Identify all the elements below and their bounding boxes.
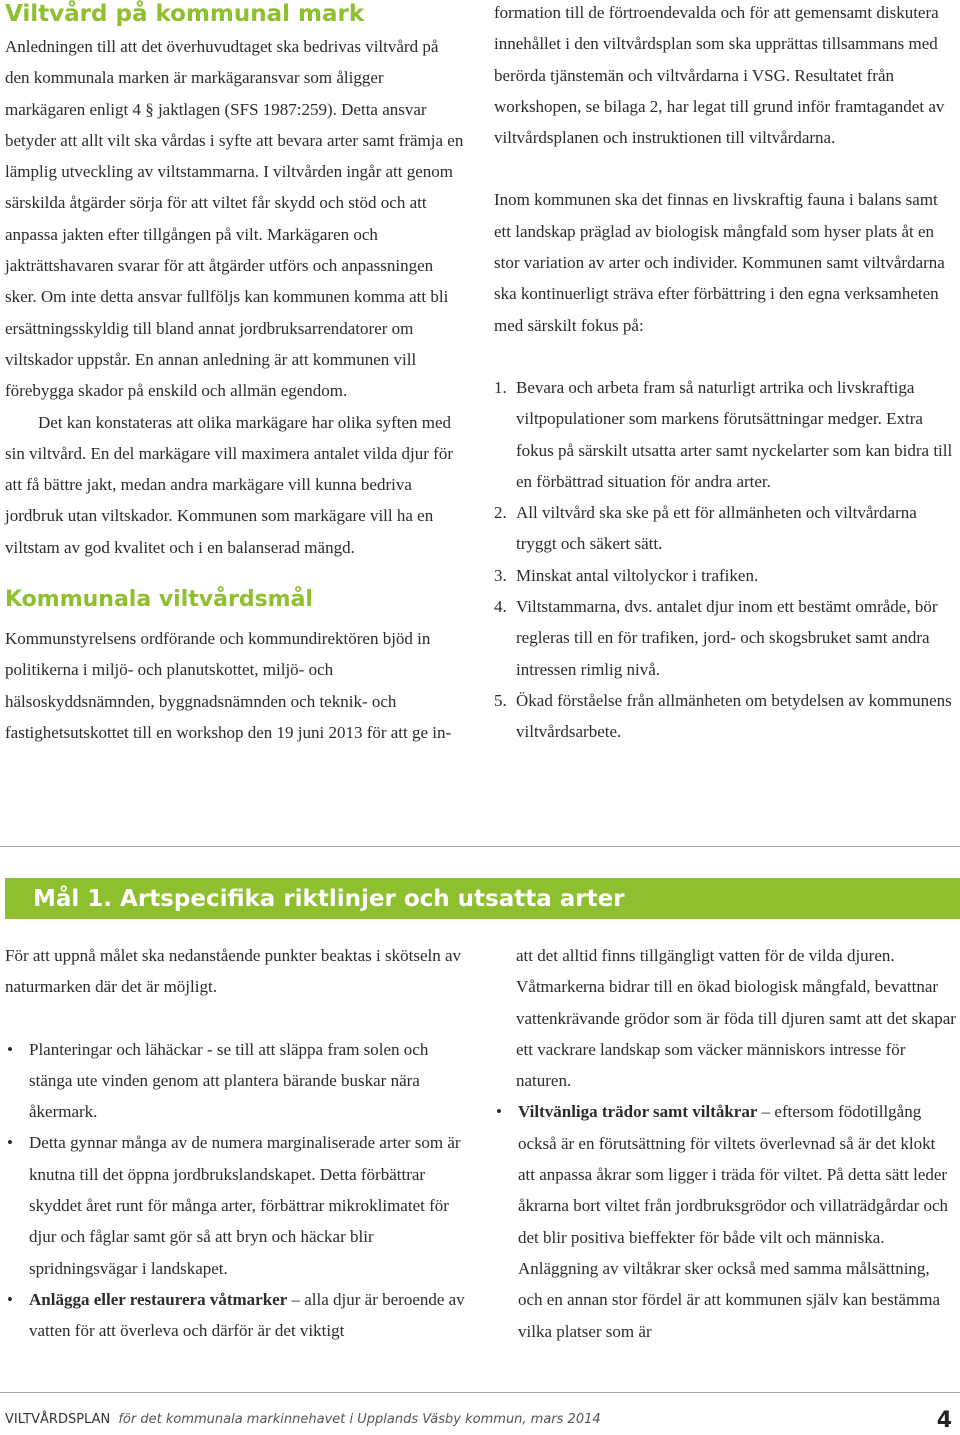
goal-text: Bevara och arbeta fram så naturligt artrika och livskraftiga viltpopulationer som markens förutsättningar medger. Extra fokus på särskilt utsatta arter samt nyckelarter som kan bidra till en förbättrad situation för andra arter. bbox=[516, 377, 953, 491]
paragraph: För att uppnå målet ska nedanstående punkter beaktas i skötseln av naturmarken där det är möjligt. bbox=[5, 946, 462, 997]
bullet-text: Detta gynnar många av de numera marginaliserade arter som är knutna till det öppna jordbrukslandskapet. Detta förbättrar skyddet året runt för många arter, förbättrar mikroklimatet för djur och fåglar samt gör så att bryn och häckar blir spridningsvägar i landskapet. bbox=[29, 1133, 461, 1278]
section-heading-viltvardsmal: Kommunala viltvårdsmål bbox=[5, 587, 313, 613]
bullet-text: – alla djur är beroende av vatten för att överleva och därför är det viktigt bbox=[29, 1289, 465, 1341]
goal-item bbox=[494, 497, 956, 560]
bullet-icon: • bbox=[496, 1102, 502, 1122]
footer-title: VILTVÅRDSPLAN bbox=[5, 1412, 111, 1427]
page-number: 4 bbox=[936, 1408, 952, 1433]
goal-item bbox=[494, 372, 956, 497]
bullet-bold-text: Viltvänliga trädor samt viltåkrar bbox=[518, 1102, 758, 1122]
bullet-list bbox=[5, 1034, 465, 1347]
footer-divider bbox=[0, 1392, 960, 1393]
column-top-right bbox=[494, 0, 956, 748]
goal-item bbox=[494, 685, 956, 748]
bullet-icon: • bbox=[7, 1289, 13, 1309]
goal-text: Minskat antal viltolyckor i trafiken. bbox=[516, 565, 759, 585]
paragraph: Det kan konstateras att olika markägare har olika syften med sin viltvård. En del markägare vill maximera antalet vilda djur för att få bättre jakt, medan andra markägare vill kunna bedriva jordbruk utan viltskador. Kommunen som markägare vill ha en viltstam av god kvalitet och i en balanserad mängd. bbox=[5, 412, 453, 557]
column-bottom-left bbox=[5, 940, 465, 1347]
bullet-icon: • bbox=[7, 1133, 13, 1153]
goals-list bbox=[494, 372, 956, 748]
bullet-bold-text: Anlägga eller restaurera våtmarker bbox=[29, 1289, 288, 1309]
goal-number: 3. bbox=[494, 565, 507, 585]
bullet-continuation: att det alltid finns tillgängligt vatten för de vilda djuren. Våtmarkerna bidrar till en ökad biologisk mångfald, bevattnar vattenkrävande grödor som är föda till djuren samt att det skapar ett vackrare landskap som väcker människors intresse för naturen. bbox=[516, 946, 956, 1091]
goal-number: 2. bbox=[494, 503, 507, 523]
bullet-text: – eftersom födotillgång också är en förutsättning för viltets överlevnad så är det klokt att anpassa åkrar som ligger i träda för viltet. På detta sätt leder åkrarna bort viltet från jordbruksgrödor och villaträdgårdar och det blir positiva bieffekter för både vilt och människa. Anläggning av viltåkrar sker också med samma målsättning, och en annan stor fördel är att kommunen själv kan bestämma vilka platser som är bbox=[518, 1102, 949, 1341]
paragraph: Anledningen till att det överhuvudtaget ska bedrivas viltvård på den kommunala marken är markägaransvar som åligger markägaren enligt 4 § jaktlagen (SFS 1987:259). Detta ansvar betyder att allt vilt ska vårdas i syfte att bevara arter samt främja en lämplig utveckling av viltstammarna. I viltvården ingår att genom särskilda åtgärder sörja för att viltet får skydd och stöd och att anpassa jakten efter tillgången på vilt. Markägaren och jakträttshavaren svarar för att åtgärder utförs och anpassningen sker. Om inte detta ansvar fullföljs kan kommunen komma att bli ersättningsskyldig till bland annat jordbruksarrendatorer om viltskador uppstår. En annan anledning är att kommunen vill förebygga skador på enskild och allmän egendom. bbox=[5, 37, 464, 401]
bullet-icon: • bbox=[7, 1039, 13, 1059]
goal-number: 5. bbox=[494, 690, 507, 710]
goal-text: All viltvård ska ske på ett för allmänheten och viltvårdarna tryggt och säkert sätt. bbox=[516, 503, 917, 554]
goal-number: 1. bbox=[494, 377, 507, 397]
bullet-text: Planteringar och lähäckar - se till att släppa fram solen och stänga ute vinden genom att plantera bärande buskar nära åkermark. bbox=[29, 1039, 429, 1122]
paragraph: Kommunstyrelsens ordförande och kommundirektören bjöd in politikerna i miljö- och planutskottet, miljö- och hälsoskyddsnämnden, byggnadsnämnden och teknik- och fastighetsutskottet till en workshop den 19 juni 2013 för att ge in- bbox=[5, 629, 452, 742]
bullet-item bbox=[5, 1284, 465, 1347]
footer bbox=[5, 1411, 601, 1429]
goal-banner bbox=[5, 878, 960, 919]
goal-banner-title: Mål 1. Artspecifika riktlinjer och utsatta arter bbox=[33, 886, 625, 912]
goal-text: Ökad förståelse från allmänheten om betydelsen av kommunens viltvårdsarbete. bbox=[516, 690, 952, 742]
bullet-item bbox=[5, 1127, 465, 1283]
goal-item bbox=[494, 591, 956, 685]
bullet-item bbox=[494, 1096, 956, 1346]
goal-text: Viltstammarna, dvs. antalet djur inom ett bestämt område, bör regleras till en för trafiken, jord- och skogsbruket samt andra intressen rimlig nivå. bbox=[516, 597, 938, 679]
column-top-left bbox=[5, 31, 467, 748]
column-bottom-right bbox=[494, 940, 956, 1347]
goal-item bbox=[494, 560, 956, 591]
paragraph: Inom kommunen ska det finnas en livskraftig fauna i balans samt ett landskap präglad av biologisk mångfald som hyser plats åt en stor variation av arter och individer. Kommunen samt viltvårdarna ska kontinuerligt sträva efter förbättring i den egna verksamheten med särskilt fokus på: bbox=[494, 190, 945, 335]
paragraph: formation till de förtroendevalda och för att gemensamt diskutera innehållet i den viltvårdsplan som ska upprättas tillsammans med berörda tjänstemän och viltvårdarna i VSG. Resultatet från workshopen, se bilaga 2, har legat till grund inför framtagandet av viltvårdsplanen och instruktionen till viltvårdarna. bbox=[494, 3, 945, 148]
footer-subtitle: för det kommunala markinnehavet i Upplands Väsby kommun, mars 2014 bbox=[118, 1412, 601, 1427]
bullet-item bbox=[5, 1034, 465, 1128]
bullet-list bbox=[494, 1096, 956, 1346]
divider bbox=[0, 846, 960, 847]
section-heading-viltvard: Viltvård på kommunal mark bbox=[5, 1, 365, 27]
goal-number: 4. bbox=[494, 597, 507, 617]
